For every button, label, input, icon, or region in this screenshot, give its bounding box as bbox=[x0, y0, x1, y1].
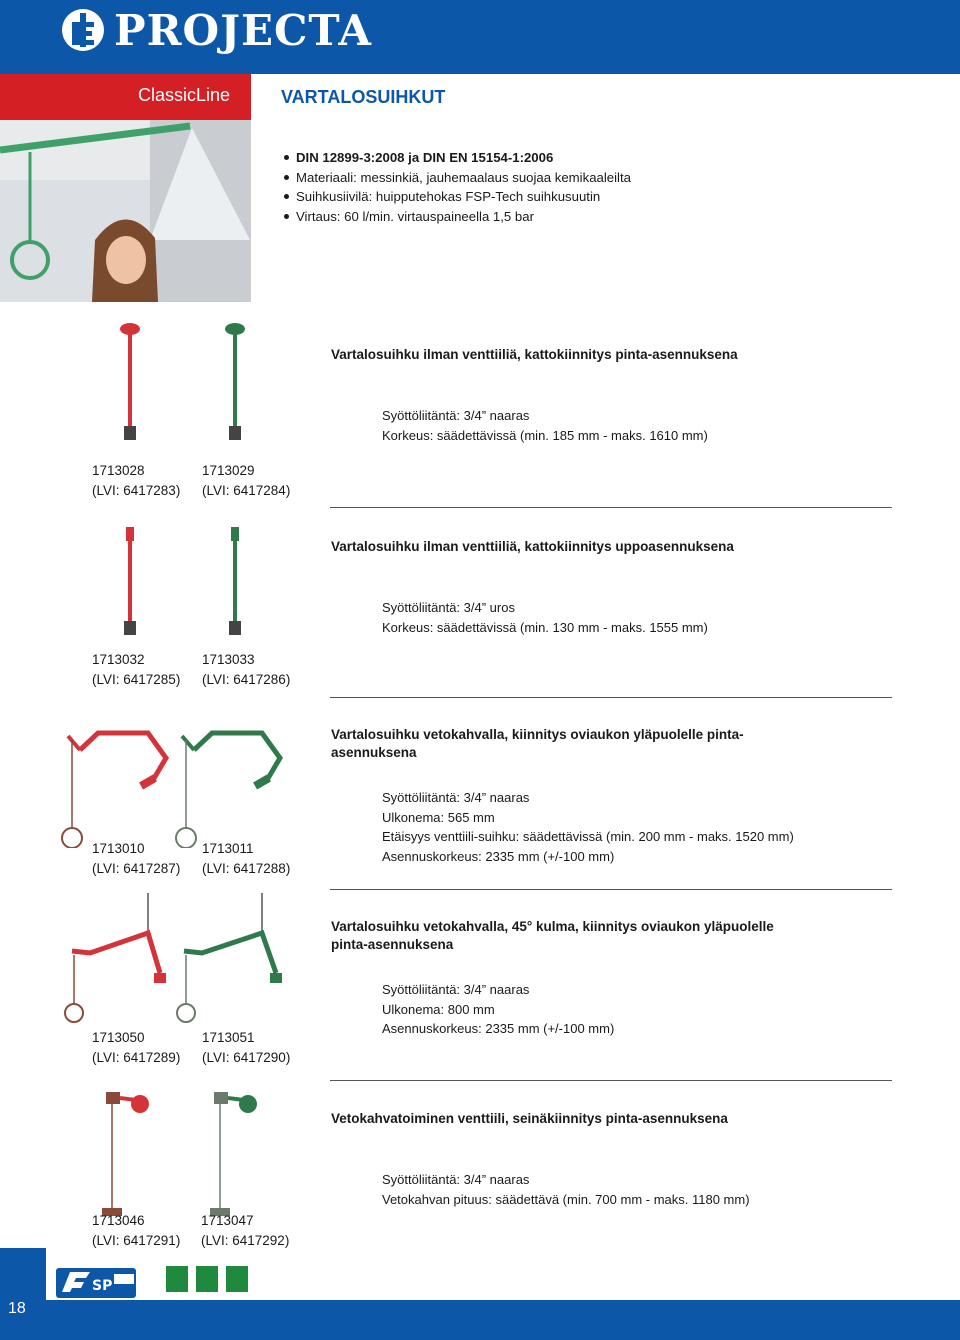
title-strip bbox=[251, 74, 960, 120]
lvi-number: (LVI: 6417284) bbox=[202, 483, 291, 498]
code-number: 1713046 bbox=[92, 1213, 145, 1228]
product-specs bbox=[382, 1170, 750, 1209]
code-number: 1713047 bbox=[201, 1213, 254, 1228]
product-title: Vartalosuihku ilman venttiiliä, kattokiinnitys uppoasennuksena bbox=[331, 539, 734, 554]
emergency-exit-sign-icon bbox=[226, 1266, 248, 1292]
spec-line: Vetokahvan pituus: säädettävä (min. 700 mm - maks. 1180 mm) bbox=[382, 1191, 750, 1207]
logo-text: PROJECTA bbox=[114, 5, 372, 55]
product-code bbox=[202, 650, 290, 690]
product-specs bbox=[382, 980, 614, 1039]
eyewash-sign-icon bbox=[196, 1266, 218, 1292]
shower-illustration-green bbox=[220, 527, 260, 647]
emergency-shower-sign-icon bbox=[166, 1266, 188, 1292]
feature-item: DIN 12899-3:2008 ja DIN EN 15154-1:2006 bbox=[284, 148, 631, 168]
code-number: 1713028 bbox=[92, 463, 145, 478]
lvi-number: (LVI: 6417291) bbox=[92, 1233, 181, 1248]
lvi-number: (LVI: 6417292) bbox=[201, 1233, 290, 1248]
product-title: Vartalosuihku vetokahvalla, kiinnitys oviaukon yläpuolelle pinta-asennuksena bbox=[331, 727, 744, 760]
spec-line: Korkeus: säädettävissä (min. 130 mm - maks. 1555 mm) bbox=[382, 619, 708, 635]
product-code bbox=[92, 650, 180, 690]
product-code bbox=[202, 1028, 290, 1068]
shower-photo-illustration bbox=[0, 120, 251, 302]
spec-line: Syöttöliitäntä: 3/4” naaras bbox=[382, 1172, 530, 1187]
section-title: VARTALOSUIHKUT bbox=[281, 87, 446, 107]
feature-item: Materiaali: messinkiä, jauhemaalaus suojaa kemikaaleilta bbox=[284, 168, 631, 188]
code-number: 1713032 bbox=[92, 652, 145, 667]
product-title: Vartalosuihku ilman venttiiliä, kattokiinnitys pinta-asennuksena bbox=[331, 347, 738, 362]
product-code bbox=[92, 1211, 180, 1251]
feature-list bbox=[284, 148, 631, 226]
category-banner bbox=[0, 74, 960, 120]
spec-line: Syöttöliitäntä: 3/4” naaras bbox=[382, 408, 530, 423]
lvi-number: (LVI: 6417290) bbox=[202, 1050, 291, 1065]
shower-illustration-green bbox=[220, 322, 260, 452]
section-divider bbox=[330, 1080, 892, 1081]
spec-line: Asennuskorkeus: 2335 mm (+/-100 mm) bbox=[382, 1021, 615, 1036]
product-specs bbox=[382, 406, 708, 445]
lvi-number: (LVI: 6417286) bbox=[202, 672, 291, 687]
product-specs bbox=[382, 788, 794, 866]
lvi-number: (LVI: 6417287) bbox=[92, 861, 181, 876]
section-divider bbox=[330, 507, 892, 508]
product-title: Vartalosuihku vetokahvalla, 45° kulma, kiinnitys oviaukon yläpuolelle pinta-asennuksena bbox=[331, 919, 774, 952]
code-number: 1713011 bbox=[202, 841, 254, 856]
projecta-logo[interactable] bbox=[60, 4, 372, 56]
product-code bbox=[92, 461, 180, 501]
product-code bbox=[92, 1028, 180, 1068]
code-number: 1713010 bbox=[92, 841, 145, 856]
lvi-number: (LVI: 6417288) bbox=[202, 861, 291, 876]
page-number-box bbox=[0, 1248, 46, 1340]
section-divider bbox=[330, 697, 892, 698]
spec-line: Korkeus: säädettävissä (min. 185 mm - maks. 1610 mm) bbox=[382, 427, 708, 443]
shower-illustration-red bbox=[110, 527, 150, 647]
angled-shower-illustration-green bbox=[172, 893, 292, 1033]
code-number: 1713033 bbox=[202, 652, 255, 667]
pull-shower-illustration-red bbox=[58, 728, 178, 853]
code-number: 1713029 bbox=[202, 463, 255, 478]
spec-line: Asennuskorkeus: 2335 mm (+/-100 mm) bbox=[382, 848, 615, 864]
product-code bbox=[202, 461, 290, 501]
shower-illustration-red bbox=[110, 322, 150, 452]
header-bar bbox=[0, 0, 960, 74]
lvi-number: (LVI: 6417285) bbox=[92, 672, 181, 687]
feature-item: Virtaus: 60 l/min. virtauspaineella 1,5 bar bbox=[284, 207, 631, 227]
spec-line: Ulkonema: 800 mm bbox=[382, 1001, 495, 1017]
product-code bbox=[201, 1211, 289, 1251]
product-code bbox=[92, 839, 180, 879]
product-title: Vetokahvatoiminen venttiili, seinäkiinnitys pinta-asennuksena bbox=[331, 1111, 728, 1126]
spec-line: Syöttöliitäntä: 3/4” naaras bbox=[382, 982, 530, 997]
feature-item: Suihkusiivilä: huipputehokas FSP-Tech suihkusuutin bbox=[284, 187, 631, 207]
code-number: 1713051 bbox=[202, 1030, 255, 1045]
fsp-tech-logo-icon bbox=[56, 1262, 146, 1306]
product-code bbox=[202, 839, 290, 879]
lvi-number: (LVI: 6417289) bbox=[92, 1050, 181, 1065]
product-specs bbox=[382, 598, 708, 637]
fsp-tech-logo bbox=[56, 1262, 146, 1311]
spec-line: Syöttöliitäntä: 3/4” uros bbox=[382, 600, 515, 615]
hero-photo bbox=[0, 120, 251, 302]
angled-shower-illustration-red bbox=[60, 893, 170, 1033]
projecta-logo-icon bbox=[60, 7, 106, 53]
product-line-tab bbox=[0, 74, 251, 120]
svg-text:SP: SP bbox=[92, 1278, 113, 1294]
product-line-label: ClassicLine bbox=[138, 85, 231, 105]
spec-line: Syöttöliitäntä: 3/4” naaras bbox=[382, 790, 530, 805]
spec-line: Etäisyys venttiili-suihku: säädettävissä (min. 200 mm - maks. 1520 mm) bbox=[382, 829, 794, 844]
lvi-number: (LVI: 6417283) bbox=[92, 483, 181, 498]
code-number: 1713050 bbox=[92, 1030, 145, 1045]
spec-line: Ulkonema: 565 mm bbox=[382, 809, 495, 825]
page-number: 18 bbox=[8, 1300, 26, 1317]
section-divider bbox=[330, 889, 892, 890]
pull-shower-illustration-green bbox=[172, 728, 292, 853]
